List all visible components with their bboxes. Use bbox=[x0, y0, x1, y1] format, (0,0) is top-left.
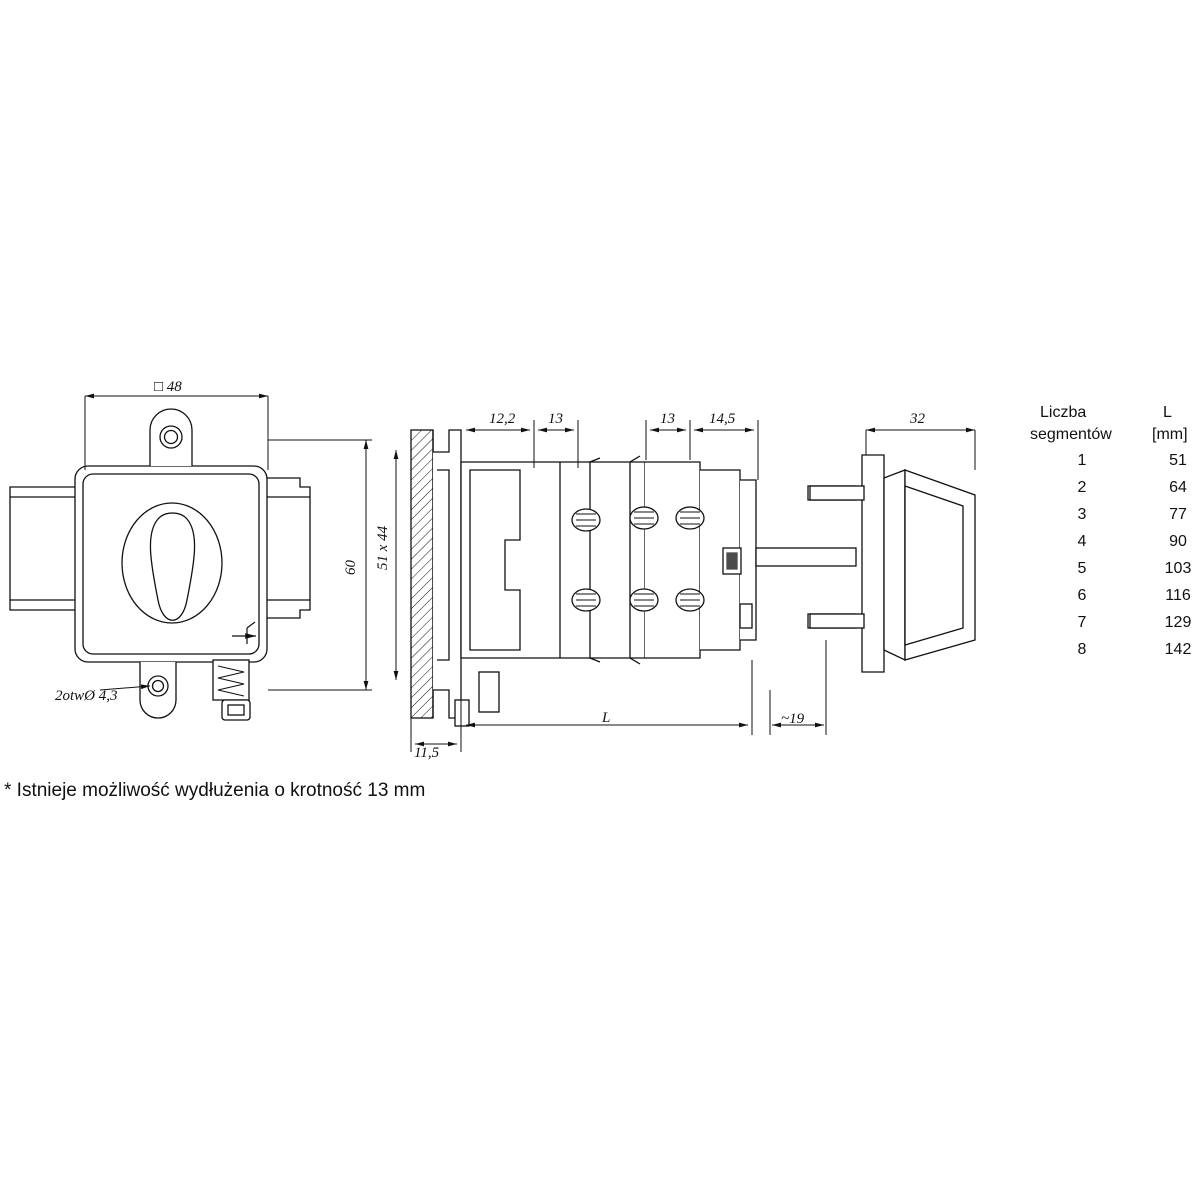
table-body bbox=[1030, 452, 1200, 668]
table-row bbox=[1030, 587, 1200, 614]
cell-segments: 7 bbox=[1077, 614, 1087, 631]
dim-label-19: ~19 bbox=[781, 711, 805, 727]
cell-length: 129 bbox=[1164, 614, 1192, 631]
table-row bbox=[1030, 479, 1200, 506]
dim-label-holes: 2otwØ 4,3 bbox=[55, 688, 118, 704]
table-row bbox=[1030, 560, 1200, 587]
cell-length: 90 bbox=[1169, 533, 1187, 550]
table-row bbox=[1030, 452, 1200, 479]
cell-length: 64 bbox=[1169, 479, 1187, 496]
dim-label-13-b: 13 bbox=[660, 411, 675, 427]
dim-label-32: 32 bbox=[910, 411, 925, 427]
table-row bbox=[1030, 533, 1200, 560]
front-view bbox=[10, 409, 310, 720]
cell-length: 116 bbox=[1165, 587, 1191, 604]
dim-label-51x44: 51 x 44 bbox=[375, 525, 391, 570]
table-header-segmentow: segmentów bbox=[1030, 426, 1112, 443]
table-header-L: L bbox=[1163, 404, 1172, 421]
cell-segments: 4 bbox=[1077, 533, 1087, 550]
cell-segments: 8 bbox=[1077, 641, 1087, 658]
dim-label-14-5: 14,5 bbox=[709, 411, 736, 427]
table-row bbox=[1030, 614, 1200, 641]
dim-label-sq48: □ 48 bbox=[154, 379, 182, 395]
table-header-liczba: Liczba bbox=[1040, 404, 1087, 421]
cell-length: 77 bbox=[1169, 506, 1187, 523]
dim-label-11-5: 11,5 bbox=[414, 745, 440, 761]
footnote: * Istnieje możliwość wydłużenia o krotność 13 mm bbox=[4, 780, 426, 801]
table-row bbox=[1030, 641, 1200, 668]
dim-label-12-2: 12,2 bbox=[489, 411, 516, 427]
cell-segments: 5 bbox=[1077, 560, 1087, 577]
cell-segments: 1 bbox=[1077, 452, 1087, 469]
dim-label-13-a: 13 bbox=[548, 411, 563, 427]
dim-label-60: 60 bbox=[343, 560, 359, 575]
cell-length: 103 bbox=[1164, 560, 1192, 577]
side-section-view bbox=[411, 430, 856, 726]
table-header-mm: [mm] bbox=[1152, 426, 1188, 443]
cell-length: 142 bbox=[1164, 641, 1192, 658]
table-row bbox=[1030, 506, 1200, 533]
cell-segments: 2 bbox=[1077, 479, 1087, 496]
cell-segments: 3 bbox=[1077, 506, 1087, 523]
cell-segments: 6 bbox=[1077, 587, 1087, 604]
dim-label-L: L bbox=[602, 710, 611, 726]
cell-length: 51 bbox=[1169, 452, 1187, 469]
